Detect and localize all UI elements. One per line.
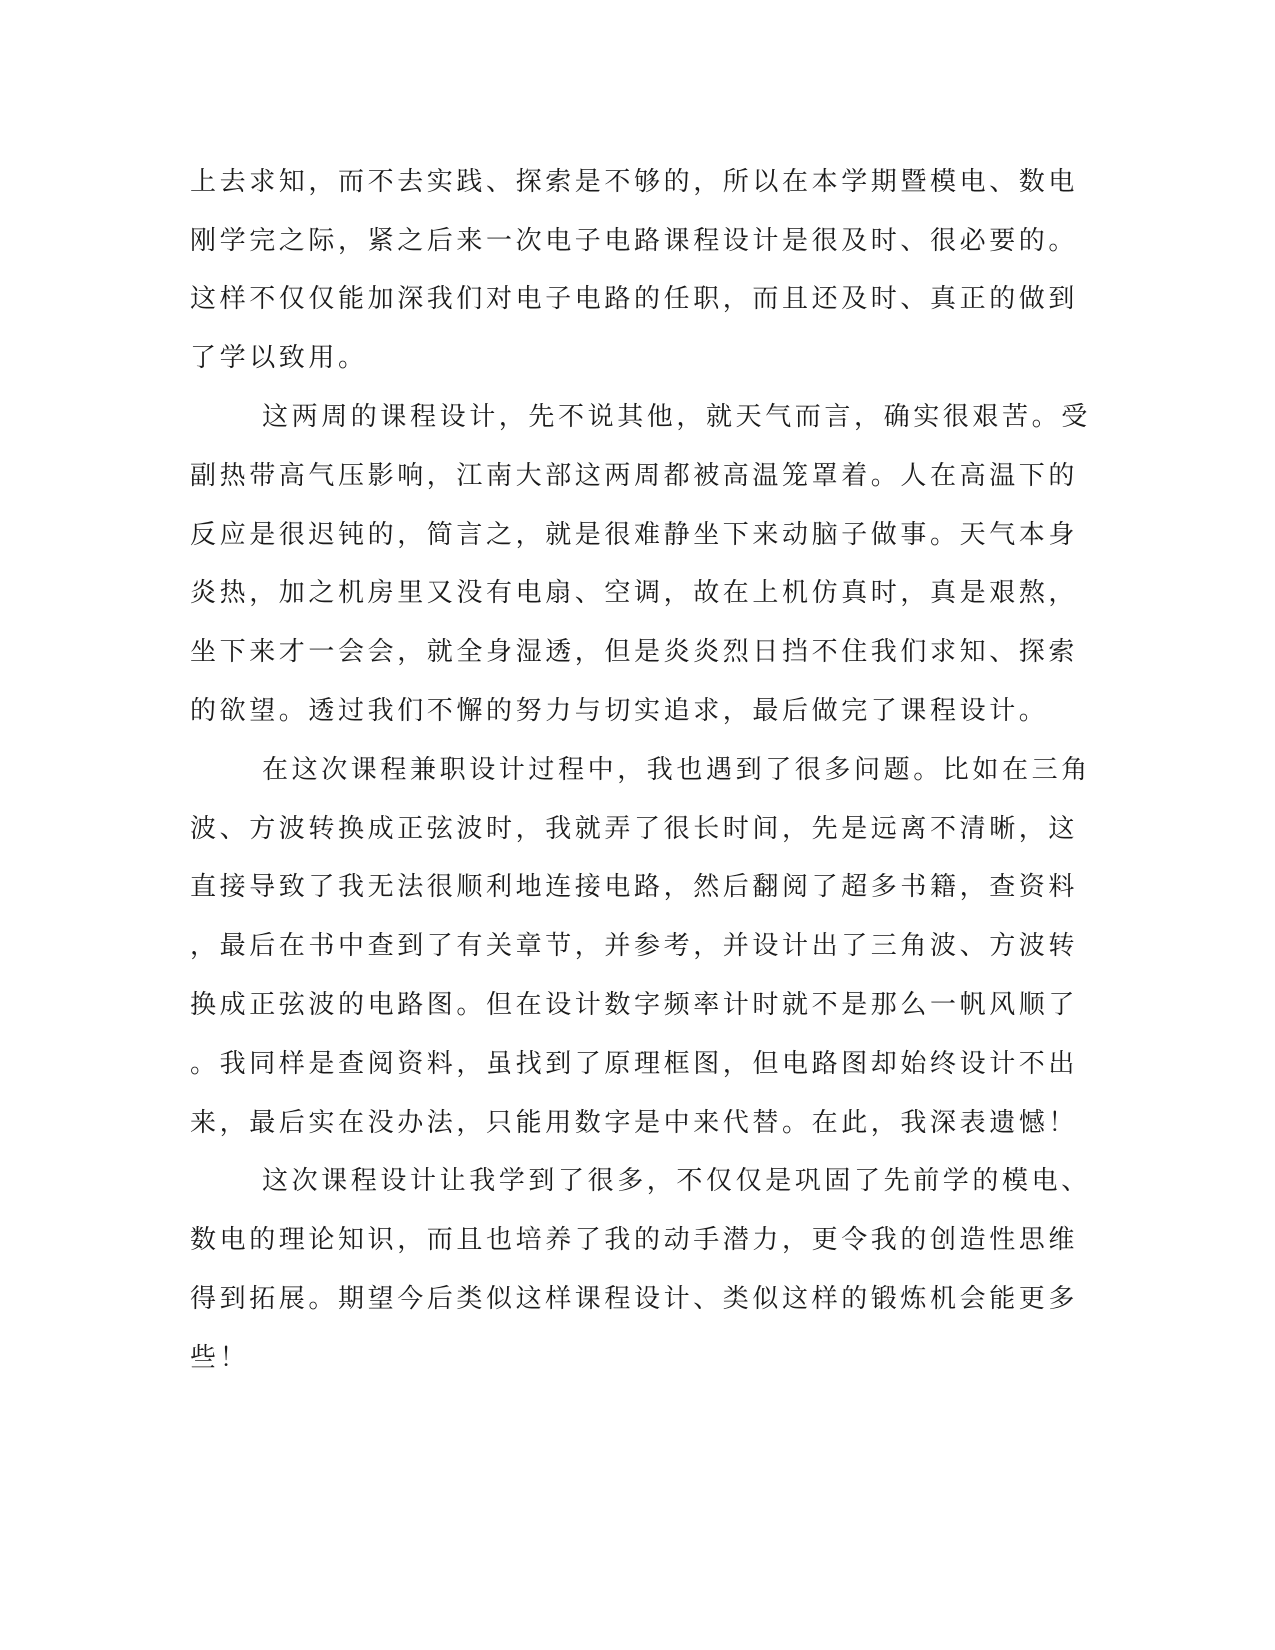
paragraph-first-line: 这两周的课程设计，先不说其他，就天气而言，确实很艰苦。受 — [262, 402, 1091, 432]
text-line: 上去求知，而不去实践、探索是不够的，所以在本学期暨模电、数电 — [190, 167, 1079, 197]
text-line: 数电的理论知识，而且也培养了我的动手潜力，更令我的创造性思维 — [190, 1225, 1079, 1255]
paragraph-first-line: 这次课程设计让我学到了很多，不仅仅是巩固了先前学的模电、 — [262, 1166, 1091, 1196]
text-line: 了学以致用。 — [190, 343, 368, 373]
text-line: 这样不仅仅能加深我们对电子电路的任职，而且还及时、真正的做到 — [190, 284, 1079, 314]
text-line: 波、方波转换成正弦波时，我就弄了很长时间，先是远离不清晰，这 — [190, 814, 1079, 844]
text-line: 反应是很迟钝的，简言之，就是很难静坐下来动脑子做事。天气本身 — [190, 520, 1079, 550]
text-line: 些！ — [190, 1343, 250, 1373]
text-line: 直接导致了我无法很顺利地连接电路，然后翻阅了超多书籍，查资料 — [190, 872, 1079, 902]
text-line: 刚学完之际，紧之后来一次电子电路课程设计是很及时、很必要的。 — [190, 226, 1079, 256]
text-line: ，最后在书中查到了有关章节，并参考，并设计出了三角波、方波转 — [190, 931, 1079, 961]
text-line: 来，最后实在没办法，只能用数字是中来代替。在此，我深表遗憾！ — [190, 1108, 1079, 1138]
text-line: 。我同样是查阅资料，虽找到了原理框图，但电路图却始终设计不出 — [190, 1049, 1079, 1079]
text-line: 得到拓展。期望今后类似这样课程设计、类似这样的锻炼机会能更多 — [190, 1284, 1079, 1314]
text-line: 的欲望。透过我们不懈的努力与切实追求，最后做完了课程设计。 — [190, 696, 1049, 726]
paragraph-first-line: 在这次课程兼职设计过程中，我也遇到了很多问题。比如在三角 — [262, 755, 1091, 785]
text-line: 炎热，加之机房里又没有电扇、空调，故在上机仿真时，真是艰熬， — [190, 578, 1079, 608]
text-line: 坐下来才一会会，就全身湿透，但是炎炎烈日挡不住我们求知、探索 — [190, 637, 1079, 667]
text-line: 副热带高气压影响，江南大部这两周都被高温笼罩着。人在高温下的 — [190, 461, 1079, 491]
text-line: 换成正弦波的电路图。但在设计数字频率计时就不是那么一帆风顺了 — [190, 990, 1079, 1020]
